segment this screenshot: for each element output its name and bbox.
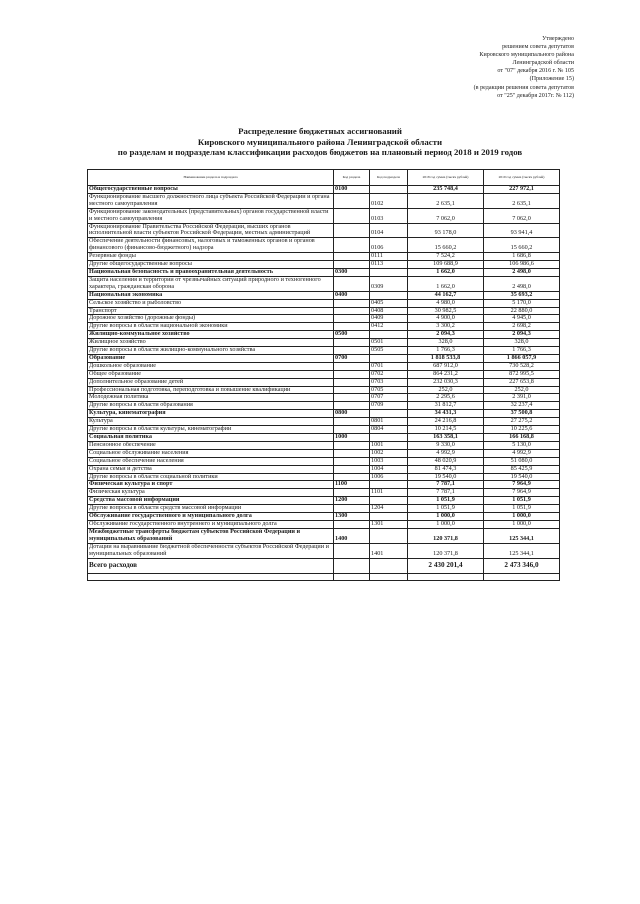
table-bottom-row xyxy=(88,573,560,580)
row-section-code xyxy=(334,315,370,323)
table-row xyxy=(88,434,560,442)
row-amount-2018: 1 051,9 xyxy=(408,505,484,513)
row-name: Дотации на выравнивание бюджетной обеспеченности субъектов Российской Федерации и муниципальных образований xyxy=(88,543,334,558)
row-subsection-code: 0102 xyxy=(370,193,408,208)
row-name: Охрана семьи и детства xyxy=(88,465,334,473)
row-section-code: 0700 xyxy=(334,354,370,362)
row-amount-2019: 37 500,8 xyxy=(484,410,560,418)
total-2019: 2 473 346,0 xyxy=(484,558,560,573)
row-section-code xyxy=(334,370,370,378)
row-amount-2019: 4 945,0 xyxy=(484,315,560,323)
row-name: Средства массовой информации xyxy=(88,497,334,505)
row-amount-2018: 1 662,0 xyxy=(408,268,484,276)
table-row xyxy=(88,223,560,238)
row-amount-2019: 328,0 xyxy=(484,339,560,347)
row-amount-2018: 7 524,2 xyxy=(408,253,484,261)
row-amount-2018: 2 094,3 xyxy=(408,331,484,339)
row-section-code xyxy=(334,238,370,253)
row-name: Функционирование высшего должностного лица субъекта Российской Федерации и органа местного самоуправления xyxy=(88,193,334,208)
row-amount-2019: 85 425,9 xyxy=(484,465,560,473)
table-row xyxy=(88,276,560,291)
row-subsection-code xyxy=(370,268,408,276)
row-amount-2019: 19 540,0 xyxy=(484,473,560,481)
row-name: Пенсионное обеспечение xyxy=(88,441,334,449)
row-name: Профессиональная подготовка, переподготовка и повышение квалификации xyxy=(88,386,334,394)
row-subsection-code: 0409 xyxy=(370,315,408,323)
row-name: Физическая культура xyxy=(88,489,334,497)
table-row xyxy=(88,299,560,307)
row-subsection-code: 0104 xyxy=(370,223,408,238)
row-name: Общее образование xyxy=(88,370,334,378)
row-subsection-code: 0103 xyxy=(370,208,408,223)
row-amount-2019: 7 964,9 xyxy=(484,481,560,489)
row-section-code xyxy=(334,418,370,426)
row-amount-2018: 2 295,6 xyxy=(408,394,484,402)
row-amount-2018: 252,0 xyxy=(408,386,484,394)
row-amount-2019: 2 498,0 xyxy=(484,268,560,276)
row-section-code: 0300 xyxy=(334,268,370,276)
row-section-code xyxy=(334,394,370,402)
row-section-code xyxy=(334,457,370,465)
table-row xyxy=(88,386,560,394)
row-amount-2018: 9 330,0 xyxy=(408,441,484,449)
total-label: Всего расходов xyxy=(88,558,334,573)
row-subsection-code: 1004 xyxy=(370,465,408,473)
row-subsection-code: 0705 xyxy=(370,386,408,394)
row-amount-2018: 1 818 533,8 xyxy=(408,354,484,362)
header-amount-2019: 2019 год сумма (тысяч рублей) xyxy=(484,170,560,186)
row-name: Общегосударственные вопросы xyxy=(88,186,334,194)
row-name: Физическая культура и спорт xyxy=(88,481,334,489)
row-subsection-code: 0701 xyxy=(370,362,408,370)
row-subsection-code: 0709 xyxy=(370,402,408,410)
row-name: Сельское хозяйство и рыболовство xyxy=(88,299,334,307)
row-amount-2018: 48 020,9 xyxy=(408,457,484,465)
row-name: Функционирование законодательных (представительных) органов государственной власти и местного самоуправления xyxy=(88,208,334,223)
row-section-code xyxy=(334,386,370,394)
row-name: Резервные фонды xyxy=(88,253,334,261)
row-amount-2018: 328,0 xyxy=(408,339,484,347)
row-amount-2018: 2 635,1 xyxy=(408,193,484,208)
row-amount-2019: 10 225,6 xyxy=(484,426,560,434)
row-amount-2019: 872 995,5 xyxy=(484,370,560,378)
row-subsection-code: 0309 xyxy=(370,276,408,291)
row-name: Другие вопросы в области культуры, кинематографии xyxy=(88,426,334,434)
row-amount-2018: 1 766,3 xyxy=(408,347,484,355)
row-amount-2018: 1 000,0 xyxy=(408,520,484,528)
row-amount-2019: 2 498,0 xyxy=(484,276,560,291)
row-amount-2019: 2 698,2 xyxy=(484,323,560,331)
row-subsection-code: 0501 xyxy=(370,339,408,347)
row-name: Образование xyxy=(88,354,334,362)
row-subsection-code xyxy=(370,528,408,543)
row-amount-2018: 30 982,5 xyxy=(408,307,484,315)
row-amount-2019: 125 344,1 xyxy=(484,543,560,558)
row-amount-2019: 15 660,2 xyxy=(484,238,560,253)
row-amount-2018: 7 787,1 xyxy=(408,489,484,497)
row-name: Жилищно-коммунальное хозяйство xyxy=(88,331,334,339)
table-row xyxy=(88,410,560,418)
row-section-code: 1000 xyxy=(334,434,370,442)
total-2018: 2 430 201,4 xyxy=(408,558,484,573)
row-name: Другие вопросы в области средств массовой информации xyxy=(88,505,334,513)
row-subsection-code: 1002 xyxy=(370,449,408,457)
total-empty xyxy=(334,558,370,573)
row-amount-2018: 44 162,7 xyxy=(408,291,484,299)
row-name: Другие общегосударственные вопросы xyxy=(88,261,334,269)
table-row xyxy=(88,426,560,434)
row-amount-2018: 109 688,9 xyxy=(408,261,484,269)
approval-line: (Приложение 15) xyxy=(529,76,574,83)
row-amount-2019: 22 880,0 xyxy=(484,307,560,315)
row-amount-2019: 27 275,2 xyxy=(484,418,560,426)
approval-line: решением совета депутатов xyxy=(502,44,574,51)
row-amount-2018: 4 992,9 xyxy=(408,449,484,457)
approval-line: (в редакции решения совета депутатов xyxy=(473,84,574,91)
table-row xyxy=(88,208,560,223)
total-empty xyxy=(370,558,408,573)
approval-line: Ленинградской области xyxy=(512,60,574,67)
row-amount-2018: 15 660,2 xyxy=(408,238,484,253)
row-section-code: 0500 xyxy=(334,331,370,339)
row-name: Национальная безопасность и правоохранительная деятельность xyxy=(88,268,334,276)
document-title xyxy=(0,126,640,158)
row-amount-2018: 93 178,0 xyxy=(408,223,484,238)
row-amount-2019: 2 094,3 xyxy=(484,331,560,339)
bottom-cell xyxy=(370,573,408,580)
row-subsection-code xyxy=(370,186,408,194)
row-subsection-code: 1001 xyxy=(370,441,408,449)
row-section-code xyxy=(334,441,370,449)
row-section-code: 1300 xyxy=(334,513,370,521)
row-section-code xyxy=(334,339,370,347)
table-row xyxy=(88,347,560,355)
table-row xyxy=(88,543,560,558)
row-subsection-code: 1301 xyxy=(370,520,408,528)
row-amount-2018: 24 216,8 xyxy=(408,418,484,426)
row-amount-2019: 1 766,3 xyxy=(484,347,560,355)
row-amount-2018: 81 474,3 xyxy=(408,465,484,473)
table-row xyxy=(88,481,560,489)
row-name: Дорожное хозяйство (дорожные фонды) xyxy=(88,315,334,323)
row-section-code: 1200 xyxy=(334,497,370,505)
row-name: Транспорт xyxy=(88,307,334,315)
row-amount-2019: 1 000,0 xyxy=(484,513,560,521)
row-amount-2019: 93 941,4 xyxy=(484,223,560,238)
row-amount-2019: 252,0 xyxy=(484,386,560,394)
header-subsection-code: Код подраздела xyxy=(370,170,408,186)
row-amount-2019: 125 344,1 xyxy=(484,528,560,543)
row-amount-2018: 19 540,0 xyxy=(408,473,484,481)
row-amount-2019: 32 237,4 xyxy=(484,402,560,410)
row-subsection-code xyxy=(370,291,408,299)
row-subsection-code: 1006 xyxy=(370,473,408,481)
row-amount-2018: 1 662,0 xyxy=(408,276,484,291)
header-amount-2018: 2018 год сумма (тысяч рублей) xyxy=(408,170,484,186)
row-section-code xyxy=(334,307,370,315)
row-amount-2018: 232 030,3 xyxy=(408,378,484,386)
row-amount-2019: 1 686,8 xyxy=(484,253,560,261)
row-subsection-code: 0707 xyxy=(370,394,408,402)
row-subsection-code: 1101 xyxy=(370,489,408,497)
table-row xyxy=(88,354,560,362)
row-section-code: 1400 xyxy=(334,528,370,543)
table-header-row xyxy=(88,170,560,186)
header-section-code: Код раздела xyxy=(334,170,370,186)
row-amount-2018: 31 812,7 xyxy=(408,402,484,410)
row-amount-2019: 7 964,9 xyxy=(484,489,560,497)
row-name: Другие вопросы в области образования xyxy=(88,402,334,410)
row-amount-2019: 1 000,0 xyxy=(484,520,560,528)
budget-table xyxy=(87,169,560,581)
row-amount-2018: 120 371,8 xyxy=(408,528,484,543)
row-name: Культура xyxy=(88,418,334,426)
row-amount-2018: 4 980,0 xyxy=(408,299,484,307)
row-amount-2019: 2 391,0 xyxy=(484,394,560,402)
approval-block xyxy=(334,35,574,100)
total-row xyxy=(88,558,560,573)
row-subsection-code: 0111 xyxy=(370,253,408,261)
row-name: Национальная экономика xyxy=(88,291,334,299)
row-amount-2018: 235 748,4 xyxy=(408,186,484,194)
title-line: Кировского муниципального района Ленинградской области xyxy=(197,136,443,147)
row-subsection-code: 1003 xyxy=(370,457,408,465)
row-name: Другие вопросы в области национальной экономики xyxy=(88,323,334,331)
row-name: Другие вопросы в области жилищно-коммунального хозяйства xyxy=(88,347,334,355)
row-section-code xyxy=(334,378,370,386)
row-subsection-code: 0702 xyxy=(370,370,408,378)
table-row xyxy=(88,378,560,386)
row-amount-2018: 1 051,9 xyxy=(408,497,484,505)
row-amount-2018: 120 371,8 xyxy=(408,543,484,558)
row-name: Защита населения и территории от чрезвычайных ситуаций природного и техногенного характера, гражданская оборона xyxy=(88,276,334,291)
bottom-cell xyxy=(88,573,334,580)
row-section-code xyxy=(334,543,370,558)
row-name: Социальное обеспечение населения xyxy=(88,457,334,465)
row-amount-2019: 5 170,0 xyxy=(484,299,560,307)
row-amount-2018: 7 062,0 xyxy=(408,208,484,223)
row-amount-2019: 106 986,6 xyxy=(484,261,560,269)
row-amount-2019: 7 062,0 xyxy=(484,208,560,223)
row-amount-2019: 51 080,0 xyxy=(484,457,560,465)
table-row xyxy=(88,370,560,378)
row-section-code xyxy=(334,193,370,208)
row-section-code xyxy=(334,276,370,291)
approval-line: Кировского муниципального района xyxy=(479,52,574,59)
row-amount-2018: 163 358,1 xyxy=(408,434,484,442)
row-amount-2019: 2 635,1 xyxy=(484,193,560,208)
row-section-code xyxy=(334,253,370,261)
row-name: Дошкольное образование xyxy=(88,362,334,370)
row-name: Обеспечение деятельности финансовых, налоговых и таможенных органов и органов финансового (финансово-бюджетного) надзора xyxy=(88,238,334,253)
row-amount-2019: 35 693,2 xyxy=(484,291,560,299)
row-amount-2019: 1 866 057,9 xyxy=(484,354,560,362)
row-subsection-code: 0505 xyxy=(370,347,408,355)
row-name: Культура, кинематография xyxy=(88,410,334,418)
row-section-code: 0400 xyxy=(334,291,370,299)
row-subsection-code: 0412 xyxy=(370,323,408,331)
row-section-code xyxy=(334,223,370,238)
row-subsection-code: 1204 xyxy=(370,505,408,513)
row-section-code xyxy=(334,465,370,473)
table-row xyxy=(88,291,560,299)
row-amount-2019: 166 168,8 xyxy=(484,434,560,442)
header-name: Наименование раздела и подраздела xyxy=(88,170,334,186)
row-subsection-code: 0801 xyxy=(370,418,408,426)
table-row xyxy=(88,238,560,253)
row-subsection-code: 0405 xyxy=(370,299,408,307)
row-amount-2019: 1 051,9 xyxy=(484,505,560,513)
row-amount-2018: 34 431,3 xyxy=(408,410,484,418)
row-name: Социальная политика xyxy=(88,434,334,442)
table-row xyxy=(88,457,560,465)
row-amount-2018: 864 231,2 xyxy=(408,370,484,378)
bottom-cell xyxy=(484,573,560,580)
bottom-cell xyxy=(334,573,370,580)
table-row xyxy=(88,528,560,543)
row-name: Межбюджетные трансферты бюджетам субъектов Российской Федерации и муниципальных образований xyxy=(88,528,334,543)
approval-line: от "07" декабря 2016 г. № 105 xyxy=(497,68,574,75)
row-subsection-code: 0106 xyxy=(370,238,408,253)
title-line: Распределение бюджетных ассигнований xyxy=(238,126,402,136)
approval-line: Утверждено xyxy=(542,36,574,42)
row-amount-2018: 4 900,0 xyxy=(408,315,484,323)
row-subsection-code: 0804 xyxy=(370,426,408,434)
row-amount-2019: 5 130,0 xyxy=(484,441,560,449)
row-subsection-code: 0408 xyxy=(370,307,408,315)
row-name: Обслуживание государственного внутреннего и муниципального долга xyxy=(88,520,334,528)
row-section-code xyxy=(334,299,370,307)
title-line: по разделам и подразделам классификации расходов бюджетов на плановый период 2018 и 2019 годов xyxy=(117,147,523,158)
row-amount-2018: 10 214,5 xyxy=(408,426,484,434)
row-name: Обслуживание государственного и муниципального долга xyxy=(88,513,334,521)
row-amount-2018: 7 787,1 xyxy=(408,481,484,489)
row-subsection-code: 0703 xyxy=(370,378,408,386)
row-amount-2019: 1 051,9 xyxy=(484,497,560,505)
row-amount-2019: 730 528,2 xyxy=(484,362,560,370)
table-row xyxy=(88,362,560,370)
row-subsection-code: 1401 xyxy=(370,543,408,558)
row-amount-2018: 3 300,2 xyxy=(408,323,484,331)
row-section-code xyxy=(334,362,370,370)
row-name: Социальное обслуживание населения xyxy=(88,449,334,457)
row-amount-2018: 1 000,0 xyxy=(408,513,484,521)
row-section-code: 0100 xyxy=(334,186,370,194)
approval-line: от "25" декабря 2017г. № 112) xyxy=(497,92,574,99)
row-section-code xyxy=(334,520,370,528)
row-name: Жилищное хозяйство xyxy=(88,339,334,347)
row-section-code xyxy=(334,449,370,457)
row-section-code: 0800 xyxy=(334,410,370,418)
table-row xyxy=(88,193,560,208)
row-name: Молодежная политика xyxy=(88,394,334,402)
table-row xyxy=(88,331,560,339)
row-name: Дополнительное образование детей xyxy=(88,378,334,386)
bottom-cell xyxy=(408,573,484,580)
row-amount-2019: 227 653,8 xyxy=(484,378,560,386)
table-body xyxy=(88,186,560,559)
row-name: Функционирование Правительства Российской Федерации, высших органов исполнительной власти субъектов Российской Федерации, местных администраций xyxy=(88,223,334,238)
row-amount-2018: 687 912,0 xyxy=(408,362,484,370)
table-row xyxy=(88,465,560,473)
row-amount-2019: 4 992,9 xyxy=(484,449,560,457)
row-section-code: 1100 xyxy=(334,481,370,489)
row-subsection-code: 0113 xyxy=(370,261,408,269)
row-name: Другие вопросы в области социальной политики xyxy=(88,473,334,481)
row-amount-2019: 227 972,1 xyxy=(484,186,560,194)
row-section-code xyxy=(334,208,370,223)
